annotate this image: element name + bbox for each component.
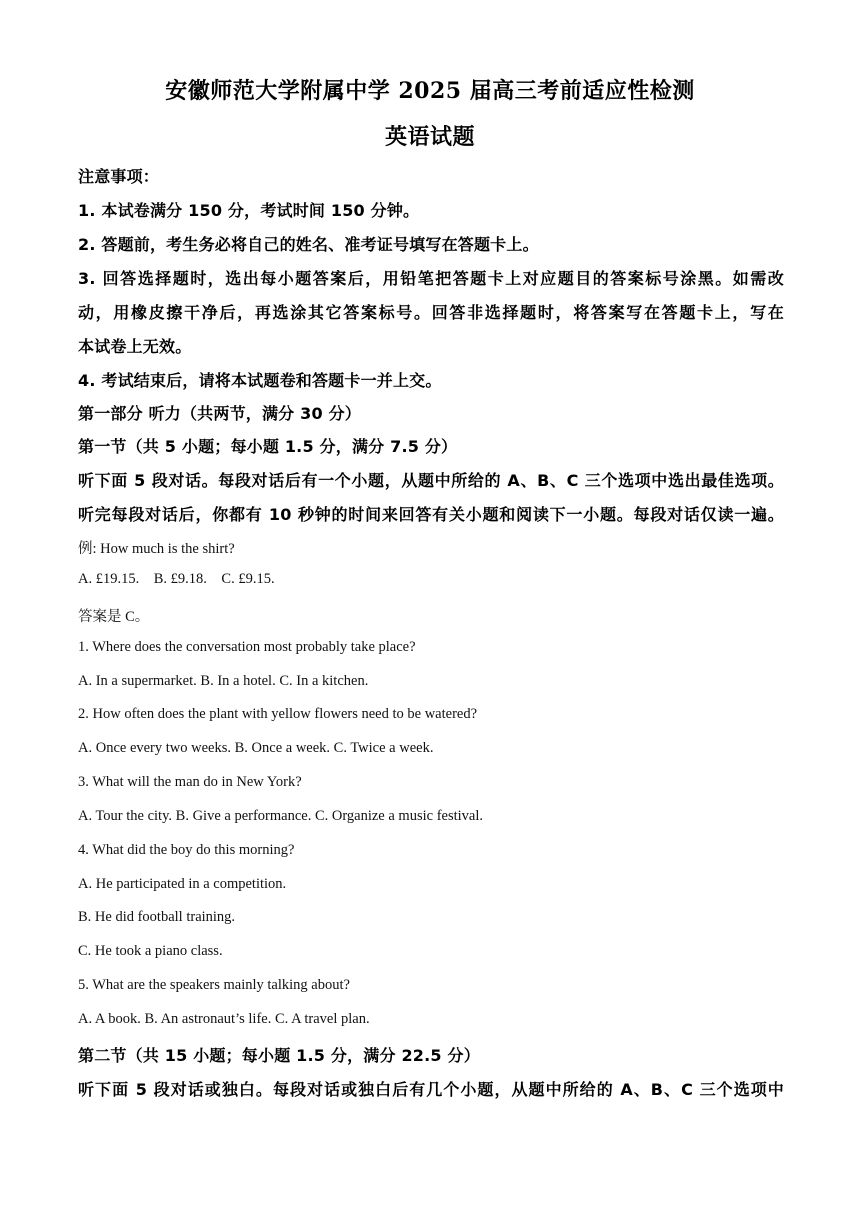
question-2-options: A. Once every two weeks. B. Once a week. C. Twice a week. xyxy=(78,740,434,756)
question-4: 4. What did the boy do this morning? xyxy=(78,842,295,858)
question-4-option-c: C. He took a piano class. xyxy=(78,943,223,959)
notice-heading: 注意事项： xyxy=(78,167,160,186)
exam-subtitle: 英语试题 xyxy=(384,124,475,150)
example-options: A. £19.15. B. £9.18. C. £9.15. xyxy=(78,571,275,587)
question-2: 2. How often does the plant with yellow flowers need to be watered? xyxy=(78,706,478,722)
example-answer: 答案是 C。 xyxy=(78,609,150,625)
notice-item-3-line-1: 3. 回答选择题时，选出每小题答案后，用铅笔把答题卡上对应题目的答案标号涂黑。如需改 xyxy=(78,269,784,288)
question-3: 3. What will the man do in New York? xyxy=(78,774,302,790)
section1-instruction-line-1: 听下面 5 段对话。每段对话后有一个小题，从题中所给的 A、B、C 三个选项中选出最佳选项。 xyxy=(78,471,784,490)
notice-item-4: 4. 考试结束后，请将本试题卷和答题卡一并上交。 xyxy=(78,371,442,390)
part1-heading: 第一部分 听力（共两节，满分 30 分） xyxy=(78,404,361,423)
notice-item-1: 1. 本试卷满分 150 分，考试时间 150 分钟。 xyxy=(78,201,420,220)
section1-heading: 第一节（共 5 小题；每小题 1.5 分，满分 7.5 分） xyxy=(78,437,458,456)
question-1: 1. Where does the conversation most probably take place? xyxy=(78,639,416,655)
notice-item-3-line-3: 本试卷上无效。 xyxy=(78,337,192,356)
section2-heading: 第二节（共 15 小题；每小题 1.5 分，满分 22.5 分） xyxy=(78,1046,480,1065)
exam-title: 安徽师范大学附属中学 2025 届高三考前适应性检测 xyxy=(165,78,695,104)
question-5: 5. What are the speakers mainly talking about? xyxy=(78,977,350,993)
question-4-option-a: A. He participated in a competition. xyxy=(78,876,287,892)
notice-item-2: 2. 答题前，考生务必将自己的姓名、准考证号填写在答题卡上。 xyxy=(78,235,539,254)
example-question: 例: How much is the shirt? xyxy=(78,541,235,557)
question-1-options: A. In a supermarket. B. In a hotel. C. In a kitchen. xyxy=(78,673,369,689)
section2-instruction-line-1: 听下面 5 段对话或独白。每段对话或独白后有几个小题，从题中所给的 A、B、C 三个选项中 xyxy=(78,1080,784,1099)
notice-item-3-line-2: 动，用橡皮擦干净后，再选涂其它答案标号。回答非选择题时，将答案写在答题卡上，写在 xyxy=(78,303,784,322)
question-3-options: A. Tour the city. B. Give a performance. C. Organize a music festival. xyxy=(78,808,483,824)
section1-instruction-line-2: 听完每段对话后，你都有 10 秒钟的时间来回答有关小题和阅读下一小题。每段对话仅读一遍。 xyxy=(78,505,784,524)
question-5-options: A. A book. B. An astronaut’s life. C. A travel plan. xyxy=(78,1011,370,1027)
question-4-option-b: B. He did football training. xyxy=(78,909,236,925)
